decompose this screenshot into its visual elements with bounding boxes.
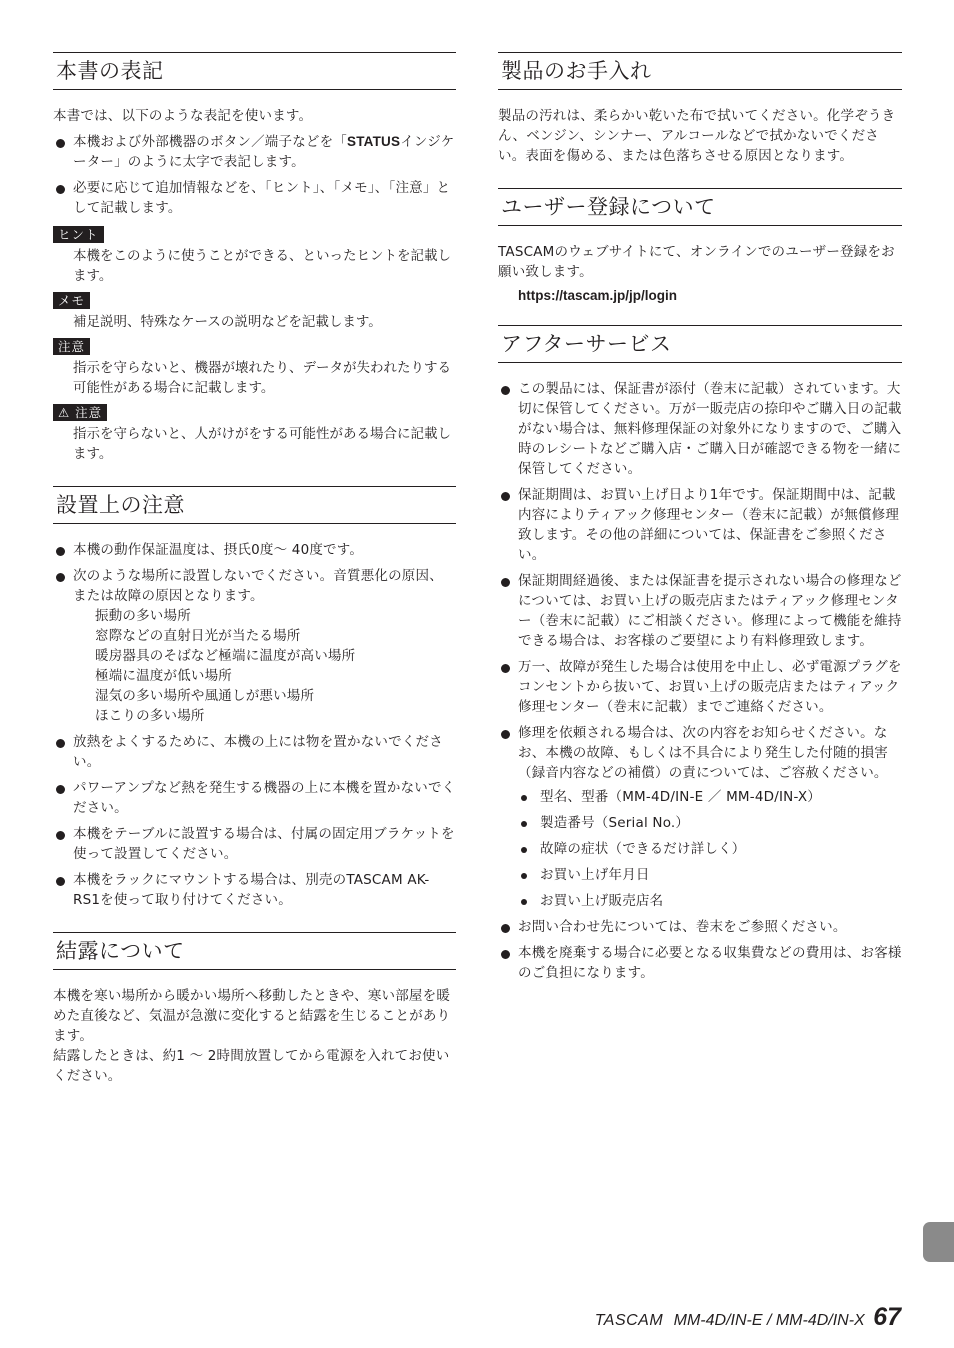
installation-bullet-4: パワーアンプなど熱を発生する機器の上に本機を置かないでください。 [53, 778, 456, 818]
notation-bullet-list [53, 132, 456, 218]
section-condensation [53, 932, 456, 1086]
note-warning [53, 402, 456, 464]
registration-paragraph: TASCAMのウェブサイトにて、オンラインでのユーザー登録をお願い致します。 [498, 244, 895, 280]
installation-bullet-1: 本機の動作保証温度は、摂氏0度～ 40度です。 [53, 540, 456, 560]
care-paragraph: 製品の汚れは、柔らかい乾いた布で拭いてください。化学ぞうきん、ベンジン、シンナー、アルコールなどで拭かないでください。表面を傷める、または色落ちさせる原因となります。 [498, 108, 896, 164]
section-title-notation: 本書の表記 [53, 52, 456, 90]
installation-bullet-6: 本機をラックにマウントする場合は、別売のTASCAM AK-RS1を使って取り付けてください。 [53, 870, 456, 910]
service-bullet-3: 保証期間経過後、または保証書を提示されない場合の修理などについては、お買い上げの販売店またはティアック修理センター（巻末に記載）にご相談ください。修理によって機能を維持できる場合は、お客様のご要望により有料修理致します。 [498, 571, 902, 651]
list-item: お買い上げ販売店名 [518, 891, 902, 911]
warning-label: ⚠ 注意 [53, 404, 107, 421]
condensation-paragraph-1: 本機を寒い場所から暖かい場所へ移動したときや、寒い部屋を暖めた直後など、気温が急激に変化すると結露を生じることがあります。 [53, 988, 451, 1044]
service-bullet-5: 修理を依頼される場合は、次の内容をお知らせください。なお、本機の故障、もしくは不具合により発生した付随的損害（録音内容などの補償）の責については、ご容赦ください。 型名、型番（MM-4D/IN-E ／ MM-4D/IN-X） 製造番号（Serial No.） 故障の症状（できるだけ詳しく） お買い上げ年月日 お買い上げ販売店名 [498, 723, 902, 911]
note-hint [53, 224, 456, 286]
service-bullet-list [498, 379, 902, 983]
list-item: 振動の多い場所 [95, 608, 191, 624]
service-bullet-4: 万一、故障が発生した場合は使用を中止し、必ず電源プラグをコンセントから抜いて、お買い上げの販売店またはティアック修理センター（巻末に記載）までご連絡ください。 [498, 657, 902, 717]
right-column [498, 52, 902, 1005]
section-title-care: 製品のお手入れ [498, 52, 902, 90]
notation-bullet-1: 本機および外部機器のボタン／端子などを「STATUSインジケーター」のように太字で表記します。 [53, 132, 456, 172]
chapter-side-tab [923, 1222, 954, 1262]
service-bullet-6: お問い合わせ先については、巻末をご参照ください。 [498, 917, 902, 937]
footer-model: MM-4D/IN-E / MM-4D/IN-X [673, 1312, 865, 1329]
section-installation [53, 486, 456, 910]
page-number: 67 [873, 1303, 901, 1331]
list-item: 暖房器具のそばなど極端に温度が高い場所 [95, 648, 356, 664]
list-item: 製造番号（Serial No.） [518, 813, 902, 833]
list-item: 極端に温度が低い場所 [95, 668, 232, 684]
repair-info-list [518, 787, 902, 911]
notation-intro: 本書では、以下のような表記を使います。 [53, 108, 313, 124]
notation-bullet-2: 必要に応じて追加情報などを、「ヒント」、「メモ」、「注意」として記載します。 [53, 178, 456, 218]
list-item: 湿気の多い場所や風通しが悪い場所 [95, 688, 315, 704]
page-footer [595, 1303, 901, 1332]
section-service [498, 325, 902, 983]
section-title-condensation: 結露について [53, 932, 456, 970]
memo-label: メモ [53, 292, 90, 309]
service-bullet-7: 本機を廃棄する場合に必要となる収集費などの費用は、お客様のご負担になります。 [498, 943, 902, 983]
left-column [53, 52, 456, 1108]
memo-text: 補足説明、特殊なケースの説明などを記載します。 [73, 314, 382, 330]
service-bullet-2: 保証期間は、お買い上げ日より1年です。保証期間中は、記載内容によりティアック修理センター（巻末に記載）が無償修理致します。その他の詳細については、保証書をご参照ください。 [498, 485, 902, 565]
status-bold-text: STATUS [347, 134, 401, 149]
service-bullet-1: この製品には、保証書が添付（巻末に記載）されています。大切に保管してください。万が一販売店の捺印やご購入日の記載がない場合は、無料修理保証の対象外になりますので、ご購入時のレシートなどご購入店・ご購入日が確認できる物を一緒に保管してください。 [498, 379, 902, 479]
caution-text: 指示を守らないと、機器が壊れたり、データが失われたりする可能性がある場合に記載します。 [73, 360, 451, 396]
installation-bullet-list [53, 540, 456, 910]
note-caution [53, 336, 456, 398]
section-title-registration: ユーザー登録について [498, 188, 902, 226]
installation-places-list [73, 606, 456, 726]
list-item: 型名、型番（MM-4D/IN-E ／ MM-4D/IN-X） [518, 787, 902, 807]
caution-label: 注意 [53, 338, 90, 355]
warning-text: 指示を守らないと、人がけがをする可能性がある場合に記載します。 [73, 426, 451, 462]
installation-bullet-3: 放熱をよくするために、本機の上には物を置かないでください。 [53, 732, 456, 772]
list-item: 窓際などの直射日光が当たる場所 [95, 628, 301, 644]
registration-url-link[interactable]: https://tascam.jp/jp/login [518, 288, 678, 303]
installation-bullet-5: 本機をテーブルに設置する場合は、付属の固定用ブラケットを使って設置してください。 [53, 824, 456, 864]
section-notation [53, 52, 456, 464]
installation-bullet-2: 次のような場所に設置しないでください。音質悪化の原因、または故障の原因となります。 振動の多い場所 窓際などの直射日光が当たる場所 暖房器具のそばなど極端に温度が高い場所 極端に温度が低い場所 湿気の多い場所や風通しが悪い場所 ほこりの多い場所 [53, 566, 456, 726]
hint-label: ヒント [53, 226, 104, 243]
section-title-installation: 設置上の注意 [53, 486, 456, 524]
section-registration [498, 188, 902, 303]
list-item: ほこりの多い場所 [95, 708, 205, 724]
section-care [498, 52, 902, 166]
condensation-paragraph-2: 結露したときは、約1 ～ 2時間放置してから電源を入れてお使いください。 [53, 1048, 450, 1084]
list-item: 故障の症状（できるだけ詳しく） [518, 839, 902, 859]
footer-brand: TASCAM [594, 1312, 664, 1329]
section-title-service: アフターサービス [498, 325, 902, 363]
list-item: お買い上げ年月日 [518, 865, 902, 885]
hint-text: 本機をこのように使うことができる、といったヒントを記載します。 [73, 248, 451, 284]
note-memo [53, 290, 456, 332]
